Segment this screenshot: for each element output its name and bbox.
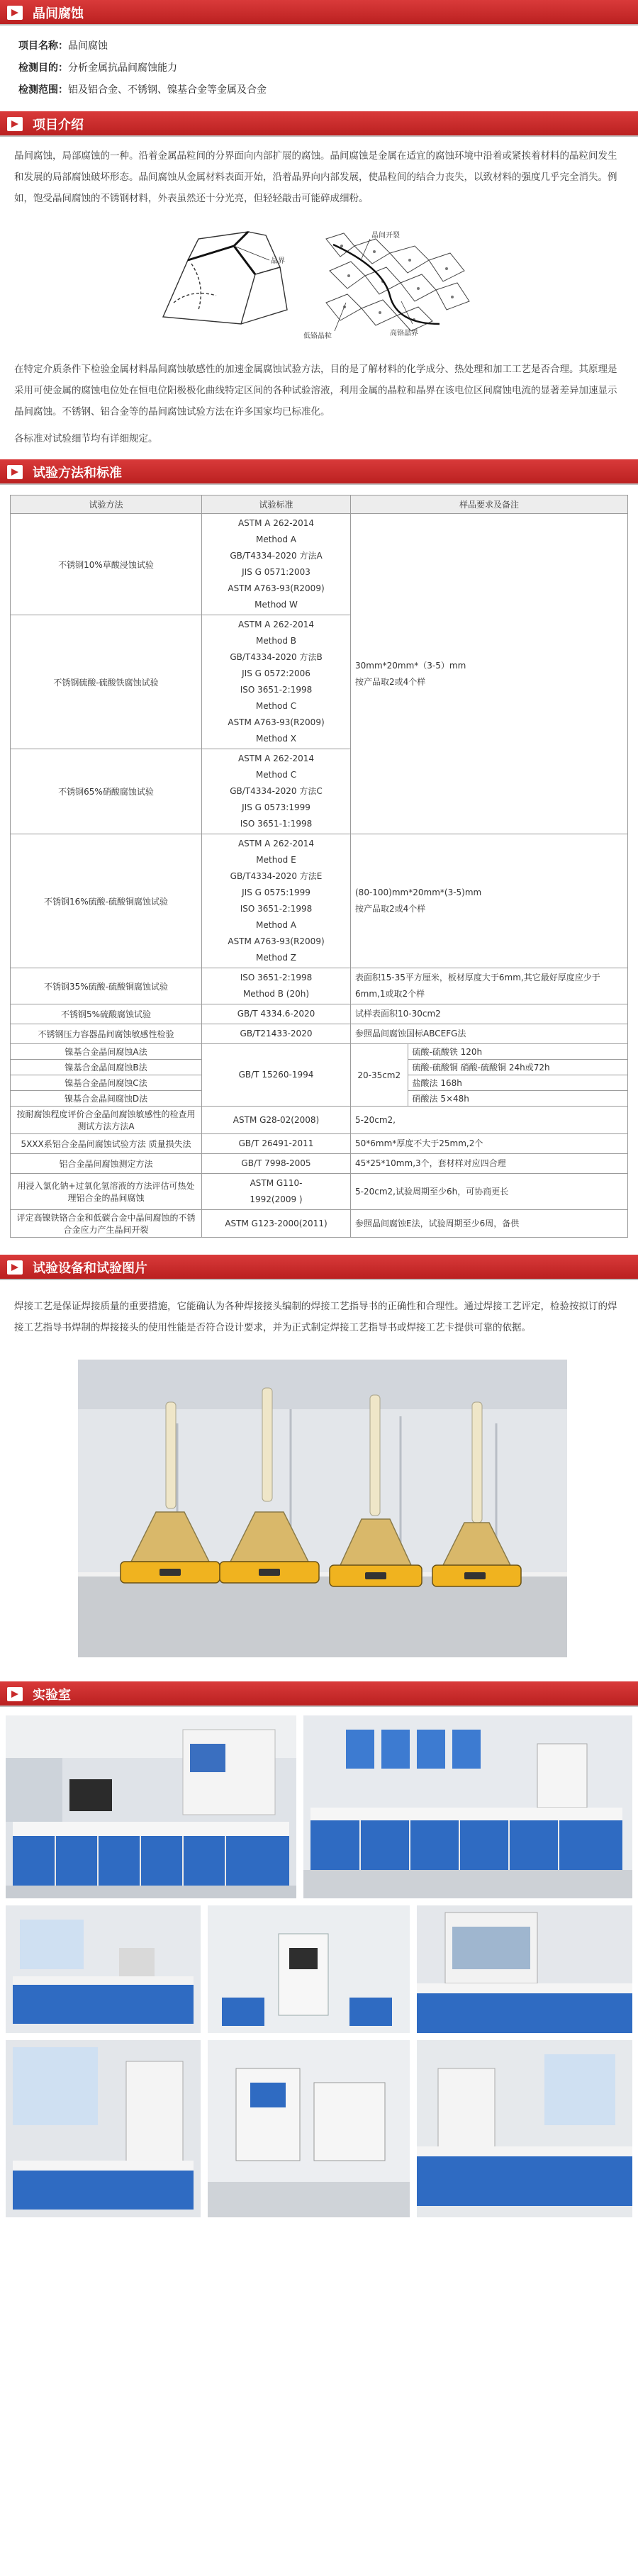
standards-table-wrap <box>0 485 638 1245</box>
lab-photo <box>6 2040 201 2217</box>
col-header-requirements: 样品要求及备注 <box>351 495 628 514</box>
lab-photo <box>417 1905 632 2033</box>
standards-table <box>10 495 628 1238</box>
lab-photo <box>303 1715 632 1898</box>
corrosion-diagram <box>0 218 638 342</box>
section-header-corrosion <box>0 0 638 26</box>
table-row: 镍基合金晶间腐蚀A法 GB/T 15260-1994 20-35cm2 硫酸-硫酸铁 120h 硫酸-硫酸铜 硝酸-硫酸铜 24h或72h 盐酸法 168h 硝酸法 5×48h <box>11 1044 628 1060</box>
table-row: 不锈钢16%硫酸-硫酸铜腐蚀试验 ASTM A 262-2014 Method E GB/T4334-2020 方法E JIS G 0575:1999 ISO 3651-2:1998 Method A ASTM A763-93(R2009) Method Z (80-100)mm*20mm*(3-5)mm 按产品取2或4个样 <box>11 834 628 968</box>
section-header-equipment <box>0 1255 638 1280</box>
req-group-a: 30mm*20mm*（3-5）mm 按产品取2或4个样 <box>351 514 628 834</box>
flag-icon <box>7 117 23 131</box>
req-group-b: (80-100)mm*20mm*(3-5)mm 按产品取2或4个样 <box>351 834 628 968</box>
lab-photo <box>208 2040 410 2217</box>
figure-label-high-cr: 高铬晶界 <box>390 330 418 337</box>
lab-photo <box>6 1905 201 2033</box>
intro-paragraph-3: 各标准对试验细节均有详细规定。 <box>14 433 158 444</box>
lab-photo-grid <box>0 1715 638 2226</box>
table-row: 铝合金晶间腐蚀测定方法 GB/T 7998-2005 45*25*10mm,3个，套材样对应四合理 <box>11 1154 628 1174</box>
info-row-purpose: 检测目的：分析金属抗晶间腐蚀能力 <box>18 62 177 74</box>
equipment-photo <box>78 1360 567 1657</box>
equipment-paragraph: 焊接工艺是保证焊接质量的重要措施，它能确认为各种焊接接头编制的焊接工艺指导书的正确性和合理性。通过焊接工艺评定，检验按拟订的焊接工艺指导书焊制的焊接接头的使用性能是否符合设计要求，并为正式制定焊接工艺指导书或焊接工艺卡提供可靠的依据。 <box>14 1301 617 1333</box>
intro-paragraph-2: 在特定介质条件下检验金属材料晶间腐蚀敏感性的加速金属腐蚀试验方法，目的是了解材料的化学成分、热处理和加工工艺是否合理。其原理是采用可使金属的腐蚀电位处在恒电位阳极极化曲线特定区间的各种试验溶液，利用金属的晶粒和晶界在该电位区间腐蚀电流的显著差异加速显示晶间腐蚀。不锈钢、铝合金等的晶间腐蚀试验方法在许多国家均已标准化。 <box>14 364 617 418</box>
info-row-scope: 检测范围：铝及铝合金、不锈钢、镍基合金等金属及合金 <box>18 84 267 96</box>
table-row: 不锈钢65%硝酸腐蚀试验 ASTM A 262-2014 Method C GB/T4334-2020 方法C JIS G 0573:1999 ISO 3651-1:1998 <box>11 749 628 834</box>
col-header-standard: 试验标准 <box>202 495 351 514</box>
section-header-intro <box>0 111 638 137</box>
table-row: 按耐腐蚀程度评价合金晶间腐蚀敏感性的检查用测试方法方法A ASTM G28-02(2008) 5-20cm2, <box>11 1107 628 1134</box>
table-row: 不锈钢5%硫酸腐蚀试验 GB/T 4334.6-2020 试样表面积10-30cm2 <box>11 1004 628 1024</box>
table-header-row <box>11 495 628 514</box>
section-title: 实验室 <box>33 1688 71 1703</box>
table-row: 不锈钢硫酸-硫酸铁腐蚀试验 ASTM A 262-2014 Method B GB/T4334-2020 方法B JIS G 0572:2006 ISO 3651-2:1998 Method C ASTM A763-93(R2009) Method X <box>11 615 628 749</box>
table-row: 不锈钢压力容器晶间腐蚀敏感性检验 GB/T21433-2020 参照晶间腐蚀国标ABCEFG法 <box>11 1024 628 1044</box>
lab-photo <box>208 1905 410 2033</box>
section-header-methods <box>0 459 638 485</box>
section-title: 试验设备和试验图片 <box>33 1261 147 1276</box>
section-title: 项目介绍 <box>33 118 84 133</box>
section-header-lab <box>0 1681 638 1707</box>
grain-boundary-illustration <box>149 218 482 342</box>
figure-label-low-cr: 低铬晶粒 <box>303 332 332 340</box>
table-row: 不锈钢10%草酸浸蚀试验 ASTM A 262-2014 Method A GB/T4334-2020 方法A JIS G 0571:2003 ASTM A763-93(R2009) Method W 30mm*20mm*（3-5）mm 按产品取2或4个样 <box>11 514 628 615</box>
lab-photo <box>417 2040 632 2217</box>
req-nickel: 20-35cm2 硫酸-硫酸铁 120h 硫酸-硫酸铜 硝酸-硫酸铜 24h或72h 盐酸法 168h 硝酸法 5×48h <box>351 1044 628 1107</box>
intro-paragraph-1: 晶间腐蚀，局部腐蚀的一种。沿着金属晶粒间的分界面向内部扩展的腐蚀。晶间腐蚀是金属在适宜的腐蚀环境中沿着或紧挨着材料的晶粒间发生和发展的局部腐蚀破坏形态。晶间腐蚀从金属材料表面开始，沿着晶界向内部发展，使晶粒间的结合力丧失，以致材料的强度几乎完全消失。例如，饱受晶间腐蚀的不锈钢材料，外表虽然还十分光亮，但轻轻敲击可能碎成细粉。 <box>14 150 617 204</box>
table-row: 镍基合金晶间腐蚀C法 <box>11 1075 628 1091</box>
lab-photo <box>6 1715 296 1898</box>
project-info <box>0 26 638 111</box>
info-row-name: 项目名称：晶间腐蚀 <box>18 40 108 52</box>
flag-icon <box>7 1260 23 1275</box>
table-row: 镍基合金晶间腐蚀D法 <box>11 1091 628 1107</box>
table-row: 5XXX系铝合金晶间腐蚀试验方法 质量损失法 GB/T 26491-2011 50*6mm*厚度不大于25mm,2个 <box>11 1134 628 1154</box>
table-row: 用浸入氯化钠+过氧化氢溶液的方法评估可热处理铝合金的晶间腐蚀 ASTM G110- 1992(2009 ) 5-20cm2,试验周期至少6h，可协商更长 <box>11 1174 628 1210</box>
section-title: 晶间腐蚀 <box>33 6 84 21</box>
figure-label-grain-boundary: 晶界 <box>271 257 285 265</box>
figure-label-crack: 晶间开裂 <box>371 232 400 240</box>
table-row: 不锈钢35%硫酸-硫酸铜腐蚀试验 ISO 3651-2:1998 Method B (20h) 表面积15-35平方厘米，板材厚度大于6mm,其它最好厚度应少于6mm,1或取2个样 <box>11 968 628 1004</box>
table-row: 评定高镍铁铬合金和低碳合金中晶间腐蚀的不锈合金应力产生晶间开裂 ASTM G123-2000(2011) 参照晶间腐蚀E法，试验周期至少6周，备供 <box>11 1210 628 1238</box>
flag-icon <box>7 465 23 479</box>
col-header-method: 试验方法 <box>11 495 202 514</box>
flag-icon <box>7 6 23 20</box>
table-row: 镍基合金晶间腐蚀B法 <box>11 1060 628 1075</box>
section-title: 试验方法和标准 <box>33 466 122 481</box>
flag-icon <box>7 1687 23 1701</box>
